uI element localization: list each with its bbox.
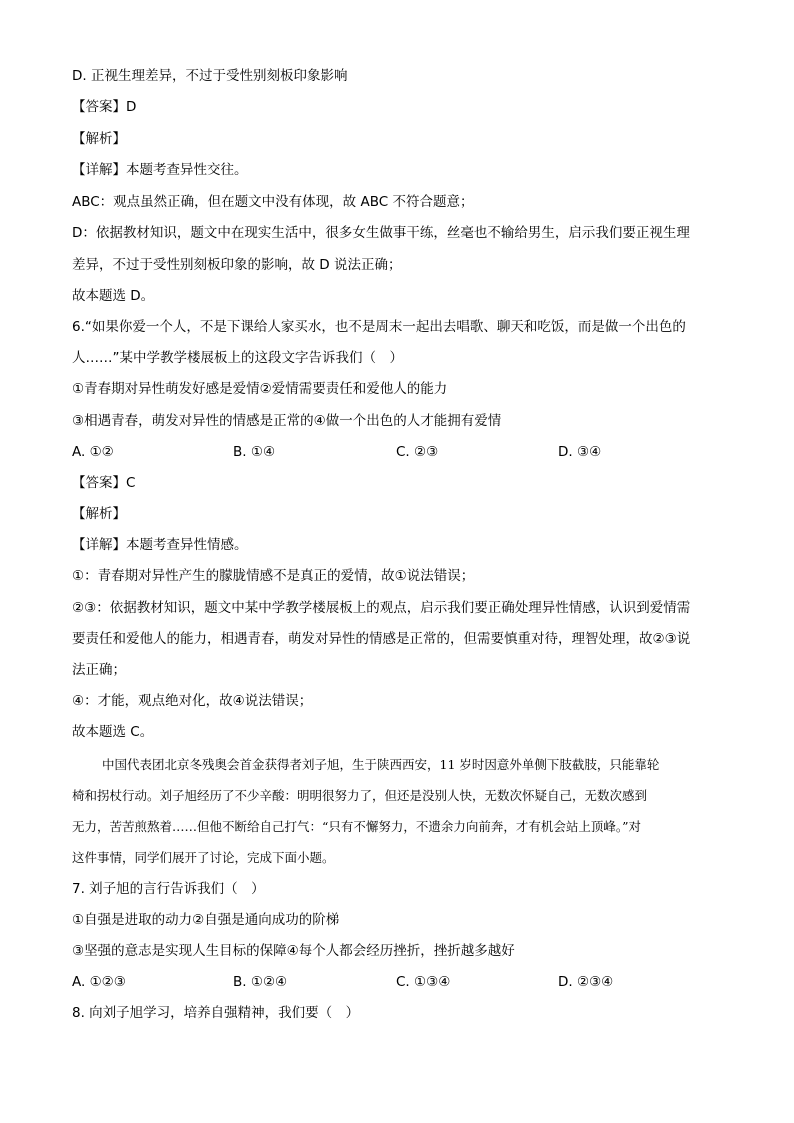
passage-line3: 无力，苦苦煎熬着……但他不断给自己打气：“只有不懈努力，不遗余力向前奔，才有机会站上顶峰。”对: [72, 819, 642, 834]
q6-analysis-label: 【解析】: [72, 506, 126, 522]
q6-s23-explanation-line3: 法正确；: [72, 662, 126, 678]
q8-stem: 8. 向刘子旭学习，培养自强精神，我们要（ ）: [72, 1005, 360, 1021]
passage-line2: 椅和拐杖行动。刘子旭经历了不少辛酸：明明很努力了，但还是没别人快，无数次怀疑自己，无数次感到: [72, 788, 648, 803]
q6-option-b: B. ①④: [233, 444, 276, 460]
q5-conclusion: 故本题选 D。: [72, 288, 155, 304]
q5-d-explanation-line2: 差异，不过于受性别刻板印象的影响，故 D 说法正确；: [72, 257, 402, 273]
q6-option-d: D. ③④: [558, 444, 602, 460]
q7-statements-line1: ①自强是进取的动力②自强是通向成功的阶梯: [72, 912, 340, 928]
q5-detail: 【详解】本题考查异性交往。: [72, 162, 248, 178]
q7-option-a: A. ①②③: [72, 974, 126, 990]
passage-line1: 中国代表团北京冬残奥会首金获得者刘子旭，生于陕西西安，11 岁时因意外单侧下肢截肢，只能靠轮: [102, 757, 660, 772]
q6-statements-line2: ③相遇青春，萌发对异性的情感是正常的④做一个出色的人才能拥有爱情: [72, 413, 502, 429]
q6-s4-explanation: ④：才能，观点绝对化，故④说法错误；: [72, 693, 313, 709]
passage-line4: 这件事情，同学们展开了讨论，完成下面小题。: [72, 850, 335, 865]
q5-analysis-label: 【解析】: [72, 131, 126, 147]
q6-s23-explanation-line1: ②③：依据教材知识，题文中某中学教学楼展板上的观点，启示我们要正确处理异性情感，认识到爱情需: [72, 600, 691, 616]
q6-s1-explanation: ①：青春期对异性产生的朦胧情感不是真正的爱情，故①说法错误；: [72, 568, 475, 584]
q7-statements-line2: ③坚强的意志是实现人生目标的保障④每个人都会经历挫折，挫折越多越好: [72, 943, 515, 959]
q5-d-explanation-line1: D：依据教材知识，题文中在现实生活中，很多女生做事干练，丝毫也不输给男生，启示我们要正视生理: [72, 225, 690, 241]
q6-option-a: A. ①②: [72, 444, 114, 460]
q7-stem: 7. 刘子旭的言行告诉我们（ ）: [72, 881, 265, 897]
q6-statements-line1: ①青春期对异性萌发好感是爱情②爱情需要责任和爱他人的能力: [72, 381, 448, 397]
q7-option-c: C. ①③④: [396, 974, 451, 990]
q6-detail: 【详解】本题考查异性情感。: [72, 537, 248, 553]
q7-option-d: D. ②③④: [558, 974, 614, 990]
q6-stem-line1: 6.“如果你爱一个人，不是下课给人家买水，也不是周末一起出去唱歌、聊天和吃饭，而是做一个出色的: [72, 319, 686, 335]
q7-option-b: B. ①②④: [233, 974, 288, 990]
q6-conclusion: 故本题选 C。: [72, 724, 154, 740]
q6-stem-line2: 人……”某中学教学楼展板上的这段文字告诉我们（ ）: [72, 350, 403, 366]
q5-answer: 【答案】D: [72, 99, 137, 115]
q5-abc-explanation: ABC：观点虽然正确，但在题文中没有体现，故 ABC 不符合题意；: [72, 194, 474, 210]
q6-option-c: C. ②③: [396, 444, 439, 460]
q6-s23-explanation-line2: 要责任和爱他人的能力，相遇青春，萌发对异性的情感是正常的，但需要慎重对待，理智处理，故②③说: [72, 631, 691, 647]
q6-answer: 【答案】C: [72, 475, 136, 491]
q5-option-d: D. 正视生理差异，不过于受性别刻板印象影响: [72, 68, 348, 84]
